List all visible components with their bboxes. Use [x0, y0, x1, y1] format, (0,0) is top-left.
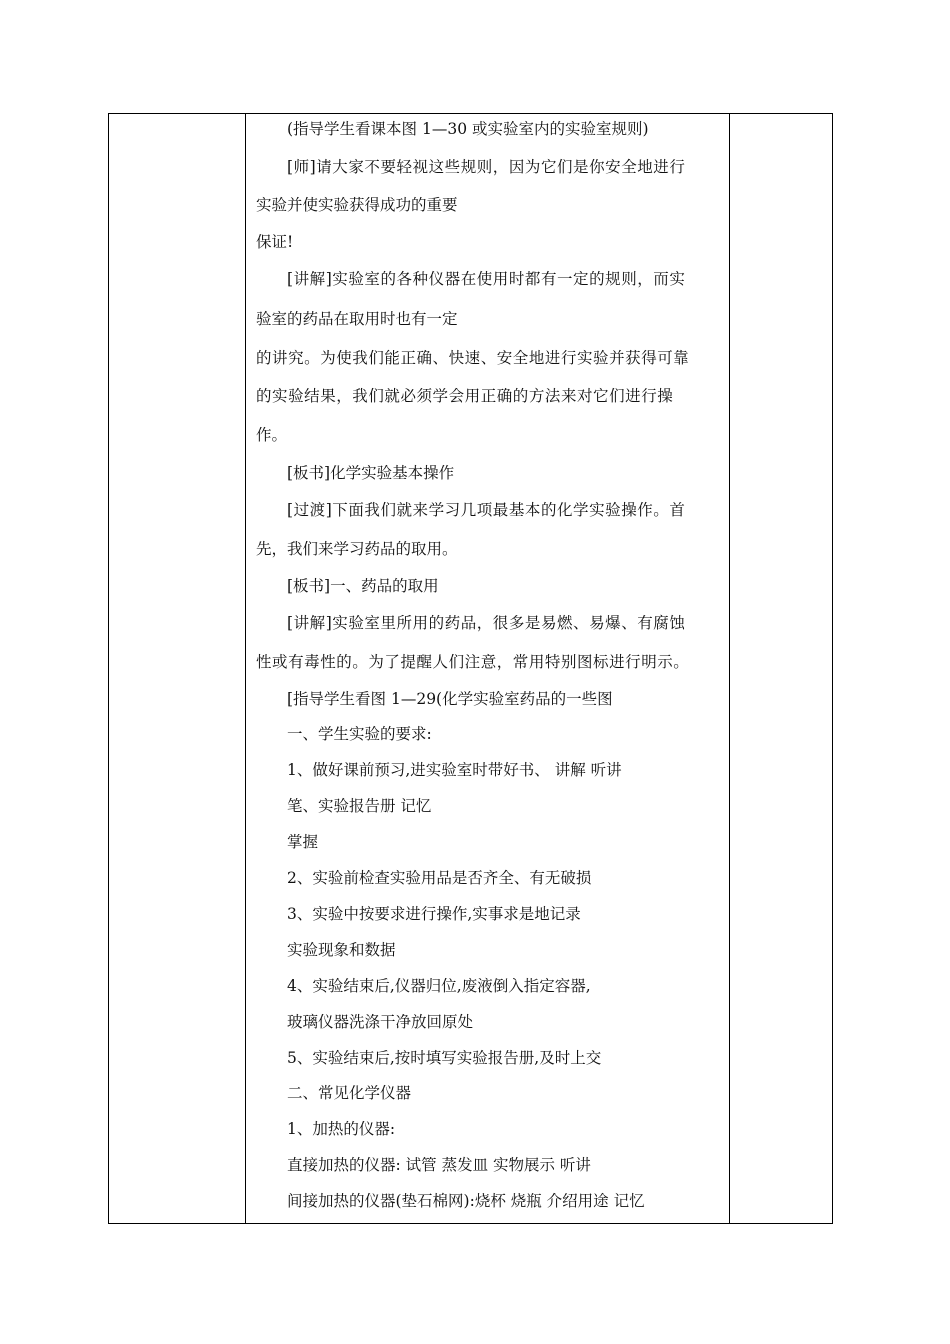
text-line: 作。: [256, 426, 288, 444]
text-line: 一、学生实验的要求:: [287, 725, 432, 743]
text-line: [板书]一、药品的取用: [287, 577, 439, 595]
column-divider-right: [729, 114, 730, 1223]
text-line: [板书]化学实验基本操作: [287, 464, 455, 482]
column-divider-left: [245, 114, 246, 1223]
text-line: 的实验结果，我们就必须学会用正确的方法来对它们进行操: [256, 387, 674, 405]
text-line: 先，我们来学习药品的取用。: [256, 540, 458, 558]
text-line: [师]请大家不要轻视这些规则，因为它们是你安全地进行: [287, 158, 686, 176]
text-line: 5、实验结束后,按时填写实验报告册,及时上交: [287, 1049, 602, 1067]
text-line: [过渡]下面我们就来学习几项最基本的化学实验操作。首: [287, 501, 686, 519]
text-line: 实验现象和数据: [287, 941, 396, 959]
text-line: 实验并使实验获得成功的重要: [256, 196, 458, 214]
text-line: 玻璃仪器洗涤干净放回原处: [287, 1013, 474, 1031]
text-line: 笔、实验报告册 记忆: [287, 797, 432, 815]
lesson-plan-table: [108, 113, 833, 1224]
text-line: 1、加热的仪器:: [287, 1120, 396, 1138]
text-line: [讲解]实验室的各种仪器在使用时都有一定的规则，而实: [287, 270, 686, 288]
text-line: 掌握: [287, 833, 319, 851]
text-line: [指导学生看图 1—29(化学实验室药品的一些图: [287, 690, 613, 708]
text-line: 3、实验中按要求进行操作,实事求是地记录: [287, 905, 581, 923]
text-line: 保证!: [256, 233, 294, 251]
text-line: 性或有毒性的。为了提醒人们注意，常用特别图标进行明示。: [256, 653, 690, 671]
text-line: (指导学生看课本图 1—30 或实验室内的实验室规则): [287, 120, 649, 138]
text-line: 验室的药品在取用时也有一定: [256, 310, 458, 328]
text-line: 二、常见化学仪器: [287, 1084, 412, 1102]
text-line: 的讲究。为使我们能正确、快速、安全地进行实验并获得可靠: [256, 349, 690, 367]
text-line: 2、实验前检查实验用品是否齐全、有无破损: [287, 869, 592, 887]
text-line: 直接加热的仪器: 试管 蒸发皿 实物展示 听讲: [287, 1156, 591, 1174]
text-line: 间接加热的仪器(垫石棉网):烧杯 烧瓶 介绍用途 记忆: [287, 1192, 645, 1210]
text-line: 1、做好课前预习,进实验室时带好书、 讲解 听讲: [287, 761, 622, 779]
text-line: [讲解]实验室里所用的药品，很多是易燃、易爆、有腐蚀: [287, 614, 686, 632]
text-line: 4、实验结束后,仪器归位,废液倒入指定容器,: [287, 977, 591, 995]
